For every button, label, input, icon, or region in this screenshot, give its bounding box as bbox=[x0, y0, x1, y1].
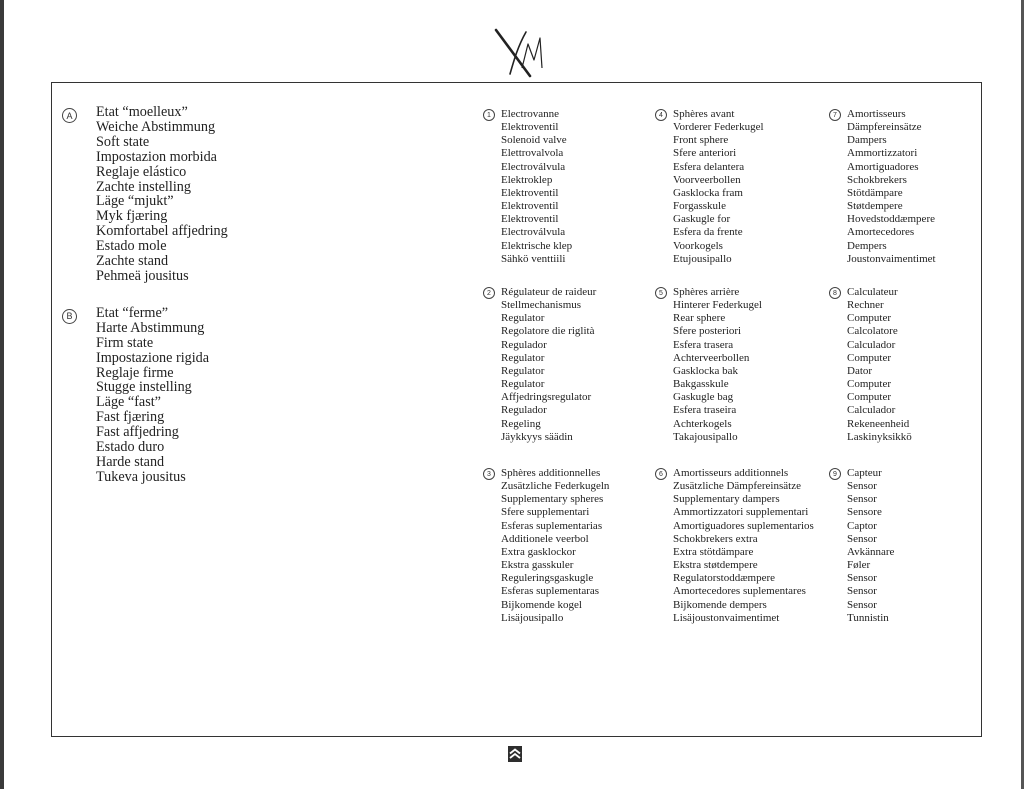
component-6-amortisseurs-additionnels bbox=[655, 467, 830, 625]
component-line: Amortisseurs additionnels bbox=[673, 467, 789, 479]
component-line: Sensor bbox=[847, 585, 877, 598]
component-line: Zusätzliche Dämpfereinsätze bbox=[673, 480, 801, 493]
component-4-spheres-avant bbox=[655, 108, 830, 266]
component-line: Esfera trasera bbox=[673, 338, 734, 351]
component-line: Esferas suplementaras bbox=[501, 585, 600, 598]
marker-b: B bbox=[62, 309, 77, 324]
component-line: Gaskugle bag bbox=[673, 391, 734, 404]
state-line: Läge “mjukt” bbox=[96, 193, 174, 210]
component-line: Dator bbox=[847, 364, 873, 377]
component-line: Extra stötdämpare bbox=[673, 545, 754, 558]
component-line: Stötdämpare bbox=[847, 186, 903, 199]
state-line: Fast affjedring bbox=[96, 424, 179, 441]
component-line: Hovedstoddæmpere bbox=[847, 213, 935, 226]
component-line: Dämpfereinsätze bbox=[847, 121, 922, 134]
component-line: Elettrovalvola bbox=[501, 147, 564, 160]
component-line: Elektroventil bbox=[501, 213, 559, 226]
component-line: Regulator bbox=[501, 312, 545, 325]
component-line: Ammortizzatori supplementari bbox=[673, 506, 809, 519]
component-line: Amortiguadores suplementarios bbox=[673, 519, 814, 532]
component-7-amortisseurs bbox=[829, 108, 1004, 266]
component-line: Avkännare bbox=[847, 545, 895, 558]
component-line: Elektroklep bbox=[501, 173, 553, 186]
component-line: Regulator bbox=[501, 351, 545, 364]
component-line: Sphères additionnelles bbox=[501, 467, 601, 479]
marker-6: 6 bbox=[655, 468, 667, 480]
component-line: Solenoid valve bbox=[501, 134, 567, 147]
component-line: Régulateur de raideur bbox=[501, 286, 597, 298]
state-line: Soft state bbox=[96, 133, 150, 150]
state-line: Estado mole bbox=[96, 238, 167, 255]
state-block-soft bbox=[62, 105, 362, 284]
component-line: Regolatore die riglità bbox=[501, 325, 595, 338]
component-5-spheres-arriere bbox=[655, 286, 830, 444]
component-line: Calculateur bbox=[847, 286, 898, 298]
component-line: Vorderer Federkugel bbox=[673, 121, 764, 134]
component-line: Regulatorstoddæmpere bbox=[673, 572, 776, 585]
marker-5: 5 bbox=[655, 287, 667, 299]
component-line: Regulador bbox=[501, 404, 547, 417]
component-line: Regulator bbox=[501, 378, 545, 391]
state-line: Estado duro bbox=[96, 439, 165, 456]
component-line: Joustonvaimentimet bbox=[847, 252, 936, 265]
component-line: Electroválvula bbox=[501, 160, 566, 173]
state-line: Fast fjæring bbox=[96, 409, 165, 426]
component-line: Ekstra gasskuler bbox=[501, 559, 574, 572]
component-line: Takajousipallo bbox=[673, 430, 738, 443]
component-line: Sphères avant bbox=[673, 108, 735, 120]
component-line: Calculador bbox=[847, 404, 896, 417]
state-line: Weiche Abstimmung bbox=[96, 118, 216, 135]
component-line: Lisäjoustonvaimentimet bbox=[673, 611, 780, 624]
component-line: Ekstra støtdempere bbox=[673, 559, 758, 572]
marker-a: A bbox=[62, 108, 77, 123]
component-line: Regulator bbox=[501, 364, 545, 377]
state-line: Reglaje elástico bbox=[96, 163, 187, 180]
component-line: Bijkomende dempers bbox=[673, 598, 767, 611]
state-line: Zachte instelling bbox=[96, 178, 191, 195]
component-line: Calculador bbox=[847, 338, 896, 351]
component-line: Computer bbox=[847, 312, 891, 325]
component-line: Sähkö venttiili bbox=[501, 252, 566, 265]
component-line: Esfera delantera bbox=[673, 160, 745, 173]
component-line: Elektroventil bbox=[501, 186, 559, 199]
component-line: Calcolatore bbox=[847, 325, 898, 338]
component-line: Lisäjousipallo bbox=[501, 611, 564, 624]
state-line: Stugge instelling bbox=[96, 379, 192, 396]
component-line: Etujousipallo bbox=[673, 252, 732, 265]
component-line: Gasklocka bak bbox=[673, 364, 739, 377]
component-line: Sensor bbox=[847, 493, 877, 506]
state-line: Etat “moelleux” bbox=[96, 104, 188, 120]
marker-7: 7 bbox=[829, 109, 841, 121]
component-line: Dampers bbox=[847, 134, 887, 147]
component-9-capteur bbox=[829, 467, 1004, 625]
component-line: Reguleringsgaskugle bbox=[501, 572, 594, 585]
component-line: Sfere anteriori bbox=[673, 147, 737, 160]
component-line: Amortisseurs bbox=[847, 108, 906, 120]
component-line: Supplementary dampers bbox=[673, 493, 780, 506]
citroen-double-chevron-icon bbox=[508, 746, 522, 762]
state-line: Zachte stand bbox=[96, 253, 169, 270]
state-line: Komfortabel affjedring bbox=[96, 223, 228, 240]
component-line: Hinterer Federkugel bbox=[673, 299, 762, 312]
component-line: Tunnistin bbox=[847, 611, 889, 624]
marker-8: 8 bbox=[829, 287, 841, 299]
component-line: Sfere supplementari bbox=[501, 506, 590, 519]
state-line: Etat “ferme” bbox=[96, 304, 169, 321]
component-line: Rechner bbox=[847, 299, 884, 312]
component-line: Electroválvula bbox=[501, 226, 566, 239]
component-line: Føler bbox=[847, 559, 871, 572]
component-line: Dempers bbox=[847, 239, 887, 252]
component-line: Esfera da frente bbox=[673, 226, 743, 239]
state-line: Impostazione rigida bbox=[96, 349, 210, 366]
component-line: Captor bbox=[847, 519, 877, 532]
component-line: Voorkogels bbox=[673, 239, 723, 252]
component-line: Esferas suplementarias bbox=[501, 519, 603, 532]
component-line: Jäykkyys säädin bbox=[501, 430, 573, 443]
marker-2: 2 bbox=[483, 287, 495, 299]
marker-1: 1 bbox=[483, 109, 495, 121]
component-line: Sensore bbox=[847, 506, 882, 519]
state-line: Impostazion morbida bbox=[96, 148, 217, 165]
component-line: Elektroventil bbox=[501, 200, 559, 213]
component-line: Elektroventil bbox=[501, 121, 559, 134]
state-line: Reglaje firme bbox=[96, 364, 174, 381]
component-line: Forgasskule bbox=[673, 200, 726, 213]
component-line: Supplementary spheres bbox=[501, 493, 604, 506]
component-line: Sensor bbox=[847, 572, 877, 585]
component-line: Computer bbox=[847, 391, 891, 404]
component-line: Regulador bbox=[501, 338, 547, 351]
state-line: Myk fjæring bbox=[96, 208, 168, 225]
component-line: Laskinyksikkö bbox=[847, 430, 912, 443]
state-line: Harte Abstimmung bbox=[96, 319, 205, 336]
component-line: Sensor bbox=[847, 532, 877, 545]
component-line: Computer bbox=[847, 378, 891, 391]
component-line: Sensor bbox=[847, 480, 877, 493]
component-line: Front sphere bbox=[673, 134, 729, 147]
component-line: Computer bbox=[847, 351, 891, 364]
component-line: Achterveerbollen bbox=[673, 351, 750, 364]
state-line: Harde stand bbox=[96, 453, 165, 470]
marker-9: 9 bbox=[829, 468, 841, 480]
component-line: Bijkomende kogel bbox=[501, 598, 582, 611]
component-line: Amortecedores suplementares bbox=[673, 585, 806, 598]
component-line: Extra gasklockor bbox=[501, 545, 576, 558]
state-line: Tukeva jousitus bbox=[96, 468, 186, 485]
marker-4: 4 bbox=[655, 109, 667, 121]
scan-edge-left bbox=[0, 0, 4, 789]
component-line: Amortiguadores bbox=[847, 160, 919, 173]
state-line: Pehmeä jousitus bbox=[96, 267, 189, 284]
state-line: Firm state bbox=[96, 334, 154, 351]
xm-logo-icon bbox=[488, 24, 548, 80]
component-line: Ammortizzatori bbox=[847, 147, 918, 160]
component-line: Rekeneenheid bbox=[847, 417, 910, 430]
component-8-calculateur bbox=[829, 286, 1004, 444]
component-line: Regeling bbox=[501, 417, 541, 430]
marker-3: 3 bbox=[483, 468, 495, 480]
component-line: Additionele veerbol bbox=[501, 532, 589, 545]
component-3-spheres-additionnelles bbox=[483, 467, 658, 625]
suspension-states bbox=[62, 105, 362, 485]
state-block-firm bbox=[62, 306, 362, 485]
component-line: Esfera traseira bbox=[673, 404, 737, 417]
component-line: Sfere posteriori bbox=[673, 325, 742, 338]
component-line: Støtdempere bbox=[847, 200, 903, 213]
component-line: Achterkogels bbox=[673, 417, 732, 430]
component-2-regulateur bbox=[483, 286, 658, 444]
component-line: Affjedringsregulator bbox=[501, 391, 592, 404]
component-line: Zusätzliche Federkugeln bbox=[501, 480, 610, 493]
component-line: Electrovanne bbox=[501, 108, 560, 120]
component-line: Amortecedores bbox=[847, 226, 915, 239]
state-line: Läge “fast” bbox=[96, 394, 161, 411]
component-line: Schokbrekers bbox=[847, 173, 907, 186]
component-line: Sensor bbox=[847, 598, 877, 611]
component-line: Elektrische klep bbox=[501, 239, 573, 252]
component-line: Gasklocka fram bbox=[673, 186, 743, 199]
component-line: Schokbrekers extra bbox=[673, 532, 758, 545]
component-line: Sphères arrière bbox=[673, 286, 740, 298]
component-line: Voorveerbollen bbox=[673, 173, 741, 186]
component-line: Rear sphere bbox=[673, 312, 726, 325]
component-line: Gaskugle for bbox=[673, 213, 731, 226]
component-line: Stellmechanismus bbox=[501, 299, 582, 312]
component-1-electrovanne bbox=[483, 108, 658, 266]
component-line: Capteur bbox=[847, 467, 882, 479]
component-line: Bakgasskule bbox=[673, 378, 729, 391]
